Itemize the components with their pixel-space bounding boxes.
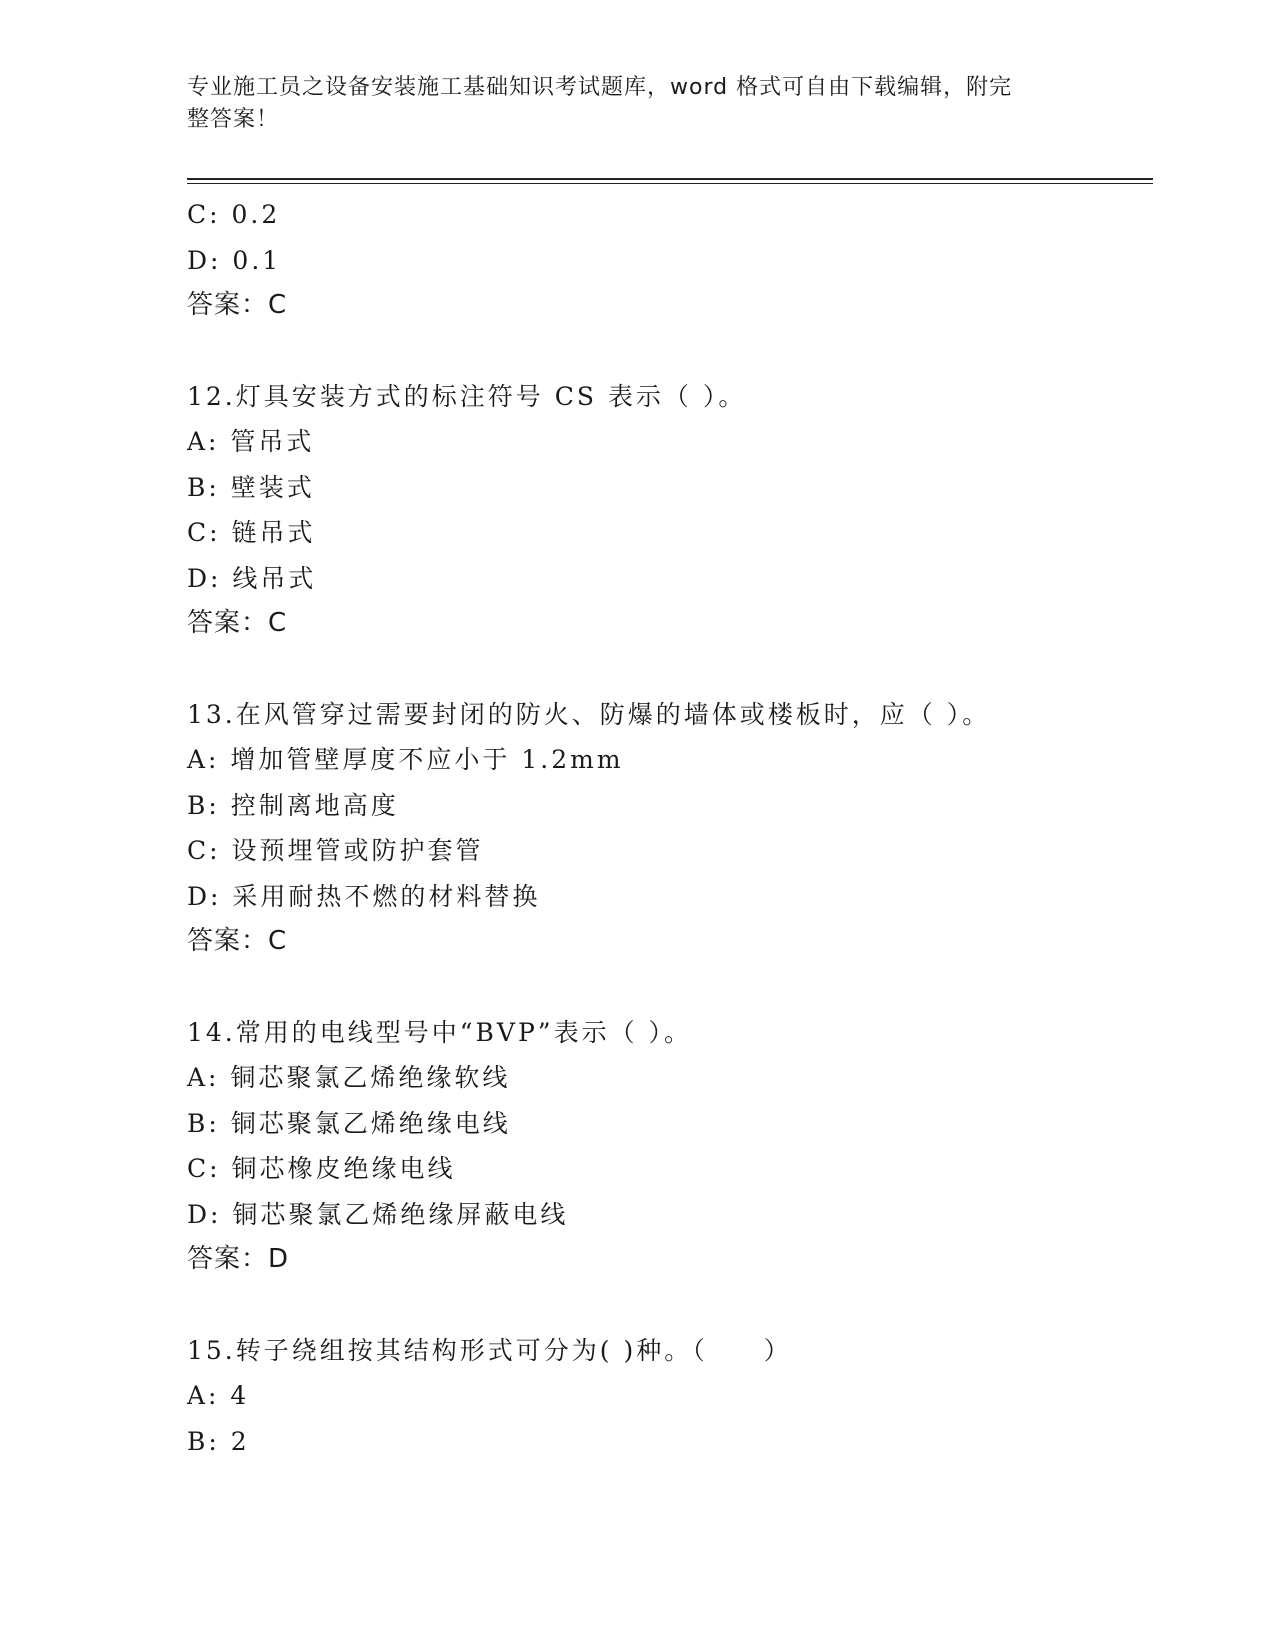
option-b: B: 铜芯聚氯乙烯绝缘电线 [187,1108,511,1138]
option-a: A: 管吊式 [187,427,315,456]
spacer [187,965,1153,1010]
answer: 答案：C [187,608,288,638]
option-d: D: 0.1 [187,245,282,275]
option-a: A: 4 [187,1381,250,1410]
option-c: C: 设预埋管或防护套管 [187,836,484,865]
question-stem: 14.常用的电线型号中“BVP”表示（ ）。 [187,1017,693,1047]
question-stem: 15.转子绕组按其结构形式可分为( )种。（ ） [187,1335,792,1365]
header-title-line-2: 整答案！ [187,107,280,132]
question-list [187,192,1153,1464]
answer: 答案：C [187,290,288,320]
option-a: A: 增加管壁厚度不应小于 1.2mm [187,745,624,774]
header-divider-thick [187,178,1153,180]
answer: 答案：D [187,1244,290,1274]
document-header [187,72,1067,136]
option-d: D: 采用耐热不燃的材料替换 [187,881,541,911]
question-stem: 12.灯具安装方式的标注符号 CS 表示（ ）。 [187,381,747,411]
header-divider-thin [187,183,1153,184]
question-14 [187,1010,1153,1283]
option-a: A: 铜芯聚氯乙烯绝缘软线 [187,1063,511,1092]
spacer [187,647,1153,692]
option-c: C: 0.2 [187,200,281,229]
spacer [187,329,1153,374]
answer: 答案：C [187,926,288,956]
question-11-tail [187,192,1153,329]
option-b: B: 壁装式 [187,472,315,502]
question-12 [187,374,1153,647]
question-15 [187,1328,1153,1465]
option-b: B: 2 [187,1426,250,1456]
header-title-line-1: 专业施工员之设备安装施工基础知识考试题库，word 格式可自由下载编辑，附完 [187,75,1013,100]
question-stem: 13.在风管穿过需要封闭的防火、防爆的墙体或楼板时，应（ ）。 [187,699,991,729]
option-c: C: 链吊式 [187,518,316,547]
option-d: D: 铜芯聚氯乙烯绝缘屏蔽电线 [187,1199,569,1229]
option-b: B: 控制离地高度 [187,790,399,820]
option-d: D: 线吊式 [187,563,317,593]
question-13 [187,692,1153,965]
spacer [187,1283,1153,1328]
option-c: C: 铜芯橡皮绝缘电线 [187,1154,456,1183]
